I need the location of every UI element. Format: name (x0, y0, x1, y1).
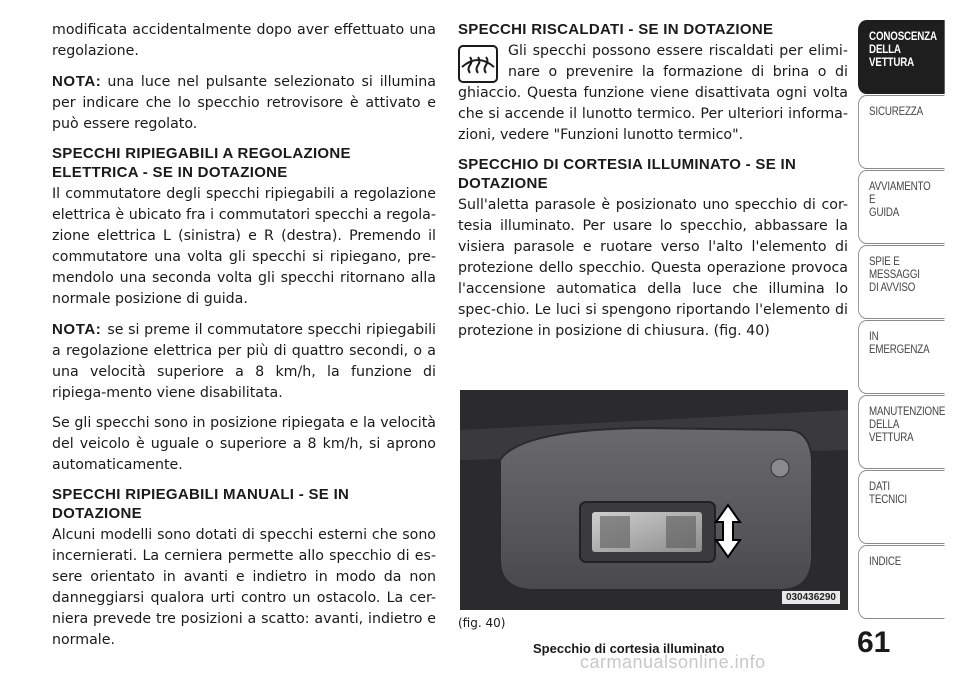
note-text: se si preme il commutatore specchi ripiegabili a regolazione elettrica per più di quattro secondi, o a una velocità superiore a 8 km/h, la funzione di ripiega-mento viene disabilitata. (52, 322, 436, 401)
tab-indice[interactable]: INDICE (858, 545, 945, 619)
figure-label: (fig. 40) (458, 616, 506, 630)
figure-caption: Specchio di cortesia illuminato (533, 641, 725, 656)
tab-spie-e-messaggi[interactable]: SPIE E MESSAGGI DI AVVISO (858, 245, 945, 319)
paragraph: Se gli specchi sono in posizione ripiegata e la velocità del veicolo è uguale o superiore a 8 km/h, si aprono automaticamente. (52, 415, 436, 473)
heated-mirror-paragraph (458, 41, 848, 146)
tab-avviamento-e-guida[interactable]: AVVIAMENTO E GUIDA (858, 170, 945, 244)
tab-manutenzione[interactable]: MANUTENZIONE DELLA VETTURA (858, 395, 945, 469)
chapter-tabs (858, 20, 960, 620)
note (52, 319, 436, 404)
paragraph: Alcuni modelli sono dotati di specchi esterni che sono incernierati. La cerniera permette allo specchio di es-sere orientato in avanti e indietro in modo da non danneggiarsi qualora urti contro un ostacolo. La cer-niera prevede tre posizioni a scatto: avanti, indietro e normale. (52, 527, 436, 648)
tab-sicurezza[interactable]: SICUREZZA (858, 95, 945, 169)
vanity-mirror-illustration (460, 390, 848, 610)
tab-in-emergenza[interactable]: IN EMERGENZA (858, 320, 945, 394)
heated-mirror-icon (458, 45, 498, 83)
vanity-mirror-figure (460, 390, 848, 610)
section-heading: SPECCHI RISCALDATI - SE IN DOTAZIONE (458, 21, 774, 38)
paragraph: modificata accidentalmente dopo aver effettuato una regolazione. (52, 22, 436, 59)
paragraph-text: Gli specchi possono essere riscaldati per elimi-nare o prevenire la formazione di brina o di ghiaccio. Questa funzione viene disattivata ogni volta che si accende il lunotto termico. Per ulteriori informa-zioni, vedere "Funzioni lunotto termico". (458, 43, 848, 143)
note-text: una luce nel pulsante selezionato si illumina per indicare che lo specchio retrovisore è attivato e può essere regolato. (52, 74, 436, 132)
paragraph: Sull'aletta parasole è posizionato uno specchio di cor-tesia illuminato. Per usare lo specchio, abbassare la visiera parasole e ruotare verso l'alto l'elemento di protezione dello specchio. Questa operazione provoca l'accensione automatica della luce che illumina lo spec-chio. Le luci si spengono riportando l'elemento di protezione in posizione di chiusura. (fig. 40) (458, 197, 848, 339)
watermark: carmanualsonline.info (580, 652, 766, 672)
note (52, 71, 436, 135)
section-heading: SPECCHI RIPIEGABILI A REGOLAZIONE ELETTRICA - SE IN DOTAZIONE (52, 145, 351, 181)
tab-conoscenza-della-vettura[interactable]: CONOSCENZA DELLA VETTURA (858, 20, 945, 94)
right-column (458, 20, 848, 351)
note-label: NOTA: (52, 73, 102, 90)
section-heading: SPECCHI RIPIEGABILI MANUALI - SE IN DOTAZIONE (52, 486, 350, 522)
note-label: NOTA: (52, 321, 102, 338)
figure-code: 030436290 (782, 591, 840, 604)
page-number: 61 (857, 626, 891, 659)
paragraph: Il commutatore degli specchi ripiegabili a regolazione elettrica è ubicato fra i commutatori specchi a regola-zione elettrica L (sinistra) e R (destra). Premendo il commutatore una volta gli specchi si ripiegano, pre-mendolo una seconda volta gli specchi ritornano alla normale posizione di guida. (52, 186, 436, 307)
tab-dati-tecnici[interactable]: DATI TECNICI (858, 470, 945, 544)
section-heading: SPECCHIO DI CORTESIA ILLUMINATO - SE IN DOTAZIONE (458, 156, 797, 192)
left-column (52, 20, 436, 660)
